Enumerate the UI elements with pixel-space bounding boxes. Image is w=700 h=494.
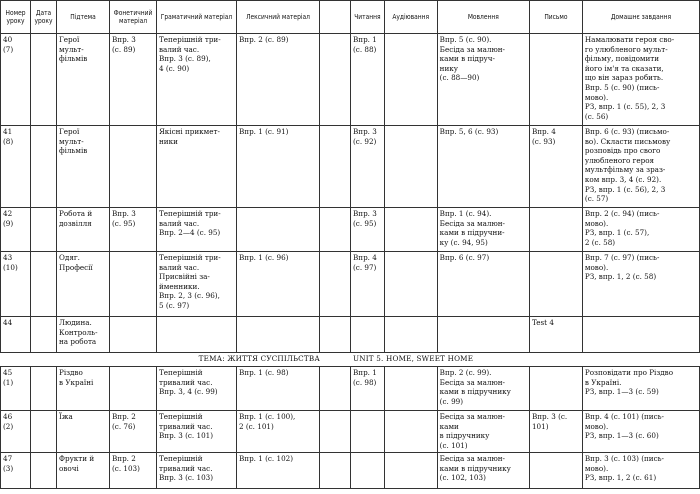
cell-reading: Впр. 3 (с. 92) <box>351 126 385 208</box>
cell-speaking <box>437 317 529 353</box>
cell-reading <box>351 411 385 453</box>
cell-listening <box>384 367 437 411</box>
cell-speaking: Бесіда за малюн- ками в підручнику (с. 101) <box>437 411 529 453</box>
cell-grammar <box>157 317 237 353</box>
cell-num: 45 (1) <box>1 367 31 411</box>
cell-phonetic <box>110 252 157 317</box>
cell-homework: Намалювати героя сво- го улюбленого мульт- фільму, повідомити його ім'я та сказати, що він зараз робить. Впр. 5 (с. 90) (пись- мово). РЗ, впр. 1 (с. 55), 2, 3 (с. 56) <box>582 34 699 126</box>
header-extra <box>320 1 351 34</box>
cell-speaking: Впр. 5, 6 (с. 93) <box>437 126 529 208</box>
cell-date <box>31 317 57 353</box>
cell-subtopic: Герої мульт- фільмів <box>57 34 110 126</box>
cell-subtopic: Герої мульт- фільмів <box>57 126 110 208</box>
cell-listening <box>384 453 437 489</box>
cell-extra <box>320 34 351 126</box>
cell-homework: Впр. 2 (с. 94) (пись- мово). РЗ, впр. 1 (с. 57), 2 (с. 58) <box>582 208 699 252</box>
cell-homework: Впр. 3 (с. 103) (пись- мово). РЗ, впр. 1, 2 (с. 61) <box>582 453 699 489</box>
cell-lexical: Впр. 1 (с. 102) <box>237 453 320 489</box>
theme-title: ТЕМА: ЖИТТЯ СУСПІЛЬСТВА <box>1 353 351 367</box>
cell-extra <box>320 317 351 353</box>
cell-num: 40 (7) <box>1 34 31 126</box>
header-phonetic: Фонетичний матеріал <box>110 1 157 34</box>
cell-homework <box>582 317 699 353</box>
cell-listening <box>384 252 437 317</box>
cell-lexical: Впр. 1 (с. 100), 2 (с. 101) <box>237 411 320 453</box>
table-row <box>351 34 700 126</box>
cell-extra <box>320 208 351 252</box>
cell-extra <box>320 411 351 453</box>
lesson-plan-table-right <box>350 0 700 489</box>
cell-date <box>31 208 57 252</box>
table-row <box>1 317 351 353</box>
cell-listening <box>384 411 437 453</box>
unit-title: UNIT 5. HOME, SWEET HOME <box>351 353 700 367</box>
cell-reading: Впр. 1 (с. 98) <box>351 367 385 411</box>
cell-grammar: Теперішній тривалий час. Впр. 3 (с. 103) <box>157 453 237 489</box>
table-row <box>351 317 700 353</box>
cell-date <box>31 367 57 411</box>
cell-phonetic: Впр. 3 (с. 89) <box>110 34 157 126</box>
cell-extra <box>320 126 351 208</box>
table-row <box>351 367 700 411</box>
cell-speaking: Бесіда за малюн- ками в підручнику (с. 102, 103) <box>437 453 529 489</box>
cell-lexical: Впр. 1 (с. 96) <box>237 252 320 317</box>
cell-phonetic: Впр. 2 (с. 103) <box>110 453 157 489</box>
table-row <box>1 411 351 453</box>
cell-grammar: Теперішній тривалий час. Впр. 3, 4 (с. 99) <box>157 367 237 411</box>
cell-listening <box>384 34 437 126</box>
cell-speaking: Впр. 5 (с. 90). Бесіда за малюн- ками в підруч- нику (с. 88—90) <box>437 34 529 126</box>
header-lexical: Лексичний матеріал <box>237 1 320 34</box>
cell-num: 44 <box>1 317 31 353</box>
cell-writing <box>529 453 582 489</box>
cell-writing <box>529 367 582 411</box>
table-row <box>351 252 700 317</box>
cell-lexical: Впр. 1 (с. 91) <box>237 126 320 208</box>
cell-writing: Впр. 4 (с. 93) <box>529 126 582 208</box>
table-row <box>351 208 700 252</box>
cell-phonetic: Впр. 2 (с. 76) <box>110 411 157 453</box>
cell-grammar: Якісні прикмет- ники <box>157 126 237 208</box>
cell-phonetic: Впр. 3 (с. 95) <box>110 208 157 252</box>
lesson-plan-table-left <box>0 0 350 489</box>
cell-extra <box>320 453 351 489</box>
table-row <box>1 252 351 317</box>
header-writing: Письмо <box>529 1 582 34</box>
cell-date <box>31 126 57 208</box>
cell-num: 42 (9) <box>1 208 31 252</box>
cell-lexical <box>237 317 320 353</box>
header-listening: Аудіювання <box>384 1 437 34</box>
cell-listening <box>384 317 437 353</box>
table-row <box>351 126 700 208</box>
cell-reading <box>351 453 385 489</box>
cell-homework: Розповідати про Різдво в Україні. РЗ, впр. 1—3 (с. 59) <box>582 367 699 411</box>
cell-reading: Впр. 3 (с. 95) <box>351 208 385 252</box>
cell-phonetic <box>110 317 157 353</box>
cell-date <box>31 252 57 317</box>
cell-reading: Впр. 4 (с. 97) <box>351 252 385 317</box>
cell-writing <box>529 34 582 126</box>
cell-date <box>31 34 57 126</box>
cell-writing <box>529 208 582 252</box>
header-homework: Домашнє завдання <box>582 1 699 34</box>
cell-subtopic: Їжа <box>57 411 110 453</box>
cell-extra <box>320 367 351 411</box>
cell-speaking: Впр. 2 (с. 99). Бесіда за малюн- ками в підручнику (с. 99) <box>437 367 529 411</box>
cell-subtopic: Одяг. Професії <box>57 252 110 317</box>
cell-phonetic <box>110 126 157 208</box>
header-lesson-number: Номер уроку <box>1 1 31 34</box>
table-row <box>1 453 351 489</box>
cell-homework: Впр. 4 (с. 101) (пись- мово). РЗ, впр. 1—3 (с. 60) <box>582 411 699 453</box>
cell-listening <box>384 208 437 252</box>
cell-subtopic: Людина. Контроль- на робота <box>57 317 110 353</box>
cell-date <box>31 411 57 453</box>
cell-num: 43 (10) <box>1 252 31 317</box>
cell-homework: Впр. 6 (с. 93) (письмо- во). Скласти письмову розповідь про свого улюбленого героя мультфільму за зраз- ком впр. 3, 4 (с. 92). РЗ, впр. 1 (с. 56), 2, 3 (с. 57) <box>582 126 699 208</box>
cell-subtopic: Робота й дозвілля <box>57 208 110 252</box>
cell-date <box>31 453 57 489</box>
cell-speaking: Впр. 1 (с. 94). Бесіда за малюн- ками в підручни- ку (с. 94, 95) <box>437 208 529 252</box>
table-row <box>1 126 351 208</box>
cell-listening <box>384 126 437 208</box>
cell-extra <box>320 252 351 317</box>
header-subtopic: Підтема <box>57 1 110 34</box>
cell-reading: Впр. 1 (с. 88) <box>351 34 385 126</box>
table-row <box>1 208 351 252</box>
cell-reading <box>351 317 385 353</box>
cell-num: 47 (3) <box>1 453 31 489</box>
cell-grammar: Теперішній три- валий час. Впр. 2—4 (с. 95) <box>157 208 237 252</box>
table-row <box>351 453 700 489</box>
cell-speaking: Впр. 6 (с. 97) <box>437 252 529 317</box>
cell-writing: Впр. 3 (с. 101) <box>529 411 582 453</box>
cell-subtopic: Різдво в Україні <box>57 367 110 411</box>
header-grammar: Граматичний матеріал <box>157 1 237 34</box>
cell-grammar: Теперішній тривалий час. Впр. 3 (с. 101) <box>157 411 237 453</box>
cell-num: 41 (8) <box>1 126 31 208</box>
cell-writing: Test 4 <box>529 317 582 353</box>
cell-homework: Впр. 7 (с. 97) (пись- мово). РЗ, впр. 1, 2 (с. 58) <box>582 252 699 317</box>
cell-num: 46 (2) <box>1 411 31 453</box>
table-row <box>1 367 351 411</box>
theme-row <box>1 353 351 367</box>
table-row <box>1 34 351 126</box>
theme-row <box>351 353 700 367</box>
header-lesson-date: Дата уроку <box>31 1 57 34</box>
cell-grammar: Теперішній три- валий час. Присвійні за- йменники. Впр. 2, 3 (с. 96), 5 (с. 97) <box>157 252 237 317</box>
cell-grammar: Теперішній три- валий час. Впр. 3 (с. 89), 4 (с. 90) <box>157 34 237 126</box>
cell-lexical: Впр. 1 (с. 98) <box>237 367 320 411</box>
table-row <box>351 411 700 453</box>
header-speaking: Мовлення <box>437 1 529 34</box>
cell-writing <box>529 252 582 317</box>
cell-lexical: Впр. 2 (с. 89) <box>237 34 320 126</box>
cell-subtopic: Фрукти й овочі <box>57 453 110 489</box>
table-right-page <box>350 0 700 494</box>
cell-lexical <box>237 208 320 252</box>
header-reading: Читання <box>351 1 385 34</box>
cell-phonetic <box>110 367 157 411</box>
